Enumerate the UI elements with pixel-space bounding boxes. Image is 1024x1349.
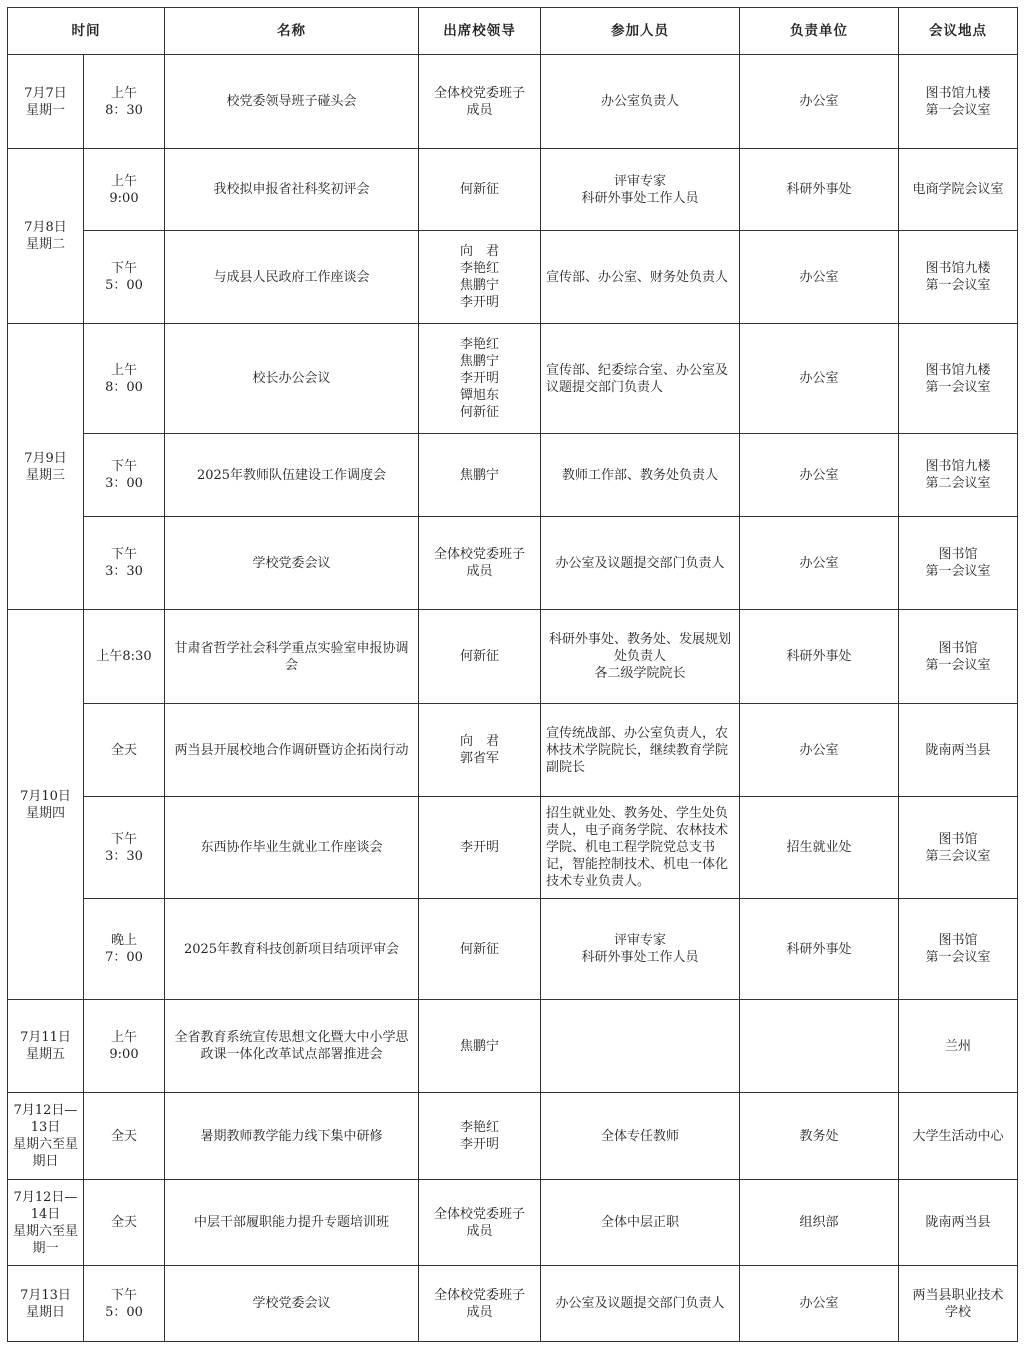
location-cell: 兰州: [899, 1000, 1018, 1093]
location-cell: 陇南两当县: [899, 704, 1018, 797]
participants-cell: 办公室及议题提交部门负责人: [541, 517, 740, 610]
leader-cell: 焦鹏宁: [419, 434, 541, 517]
table-row: [8, 434, 1018, 517]
meeting-name-cell: 我校拟申报省社科奖初评会: [165, 149, 419, 231]
date-cell: 7月10日 星期四: [8, 610, 84, 1000]
date-cell: 7月9日 星期三: [8, 324, 84, 610]
leader-cell: 李艳红 李开明: [419, 1093, 541, 1180]
leader-cell: 焦鹏宁: [419, 1000, 541, 1093]
time-cell: 下午 3：30: [84, 517, 165, 610]
table-row: [8, 899, 1018, 1000]
meeting-name-cell: 暑期教师教学能力线下集中研修: [165, 1093, 419, 1180]
table-row: [8, 324, 1018, 434]
date-cell: 7月8日 星期二: [8, 149, 84, 324]
meeting-name-cell: 东西协作毕业生就业工作座谈会: [165, 797, 419, 899]
meeting-name-cell: 2025年教育科技创新项目结项评审会: [165, 899, 419, 1000]
unit-cell: 办公室: [740, 1266, 899, 1342]
participants-cell: 全体中层正职: [541, 1180, 740, 1266]
participants-cell: 全体专任教师: [541, 1093, 740, 1180]
header-row: [8, 8, 1018, 55]
header-name: 名称: [165, 8, 419, 55]
meeting-name-cell: 两当县开展校地合作调研暨访企拓岗行动: [165, 704, 419, 797]
meeting-name-cell: 学校党委会议: [165, 1266, 419, 1342]
time-cell: 上午8:30: [84, 610, 165, 704]
time-cell: 全天: [84, 1093, 165, 1180]
unit-cell: 科研外事处: [740, 899, 899, 1000]
leader-cell: 何新征: [419, 610, 541, 704]
table-row: [8, 610, 1018, 704]
leader-cell: 向 君 郭省军: [419, 704, 541, 797]
meeting-name-cell: 甘肃省哲学社会科学重点实验室申报协调会: [165, 610, 419, 704]
date-cell: 7月12日— 13日 星期六至星 期日: [8, 1093, 84, 1180]
participants-cell: 宣传统战部、办公室负责人，农林技术学院院长，继续教育学院副院长: [541, 704, 740, 797]
table-row: [8, 797, 1018, 899]
table-row: [8, 1180, 1018, 1266]
meeting-name-cell: 校党委领导班子碰头会: [165, 55, 419, 149]
table-row: [8, 231, 1018, 324]
location-cell: 图书馆九楼 第一会议室: [899, 324, 1018, 434]
unit-cell: 教务处: [740, 1093, 899, 1180]
time-cell: 上午 8：00: [84, 324, 165, 434]
location-cell: 图书馆 第三会议室: [899, 797, 1018, 899]
unit-cell: 办公室: [740, 704, 899, 797]
participants-cell: 评审专家 科研外事处工作人员: [541, 899, 740, 1000]
table-row: [8, 704, 1018, 797]
location-cell: 图书馆 第一会议室: [899, 610, 1018, 704]
time-cell: 全天: [84, 704, 165, 797]
location-cell: 图书馆九楼 第一会议室: [899, 55, 1018, 149]
participants-cell: 宣传部、纪委综合室、办公室及议题提交部门负责人: [541, 324, 740, 434]
unit-cell: 组织部: [740, 1180, 899, 1266]
participants-cell: 科研外事处、教务处、发展规划处负责人 各二级学院院长: [541, 610, 740, 704]
table-row: [8, 1093, 1018, 1180]
table-row: [8, 149, 1018, 231]
participants-cell: 教师工作部、教务处负责人: [541, 434, 740, 517]
unit-cell: 招生就业处: [740, 797, 899, 899]
unit-cell: 办公室: [740, 324, 899, 434]
location-cell: 陇南两当县: [899, 1180, 1018, 1266]
table-row: [8, 517, 1018, 610]
header-participants: 参加人员: [541, 8, 740, 55]
header-unit: 负责单位: [740, 8, 899, 55]
time-cell: 上午 9:00: [84, 1000, 165, 1093]
location-cell: 图书馆 第一会议室: [899, 899, 1018, 1000]
participants-cell: 招生就业处、教务处、学生处负责人，电子商务学院、农林技术学院、机电工程学院党总支书记，智能控制技术、机电一体化技术专业负责人。: [541, 797, 740, 899]
participants-cell: [541, 1000, 740, 1093]
meeting-name-cell: 中层干部履职能力提升专题培训班: [165, 1180, 419, 1266]
leader-cell: 何新征: [419, 149, 541, 231]
time-cell: 全天: [84, 1180, 165, 1266]
leader-cell: 全体校党委班子 成员: [419, 55, 541, 149]
participants-cell: 评审专家 科研外事处工作人员: [541, 149, 740, 231]
meeting-schedule-table: [7, 7, 1018, 1342]
meeting-name-cell: 学校党委会议: [165, 517, 419, 610]
date-cell: 7月7日 星期一: [8, 55, 84, 149]
time-cell: 上午 8：30: [84, 55, 165, 149]
time-cell: 下午 5：00: [84, 1266, 165, 1342]
header-leader: 出席校领导: [419, 8, 541, 55]
time-cell: 下午 3：00: [84, 434, 165, 517]
location-cell: 图书馆九楼 第二会议室: [899, 434, 1018, 517]
leader-cell: 何新征: [419, 899, 541, 1000]
participants-cell: 办公室及议题提交部门负责人: [541, 1266, 740, 1342]
leader-cell: 全体校党委班子 成员: [419, 1266, 541, 1342]
time-cell: 下午 5：00: [84, 231, 165, 324]
unit-cell: 科研外事处: [740, 610, 899, 704]
location-cell: 两当县职业技术 学校: [899, 1266, 1018, 1342]
leader-cell: 全体校党委班子 成员: [419, 517, 541, 610]
unit-cell: 科研外事处: [740, 149, 899, 231]
header-time: 时间: [8, 8, 165, 55]
table-row: [8, 55, 1018, 149]
time-cell: 上午 9:00: [84, 149, 165, 231]
meeting-name-cell: 2025年教师队伍建设工作调度会: [165, 434, 419, 517]
time-cell: 下午 3：30: [84, 797, 165, 899]
unit-cell: [740, 1000, 899, 1093]
leader-cell: 李开明: [419, 797, 541, 899]
date-cell: 7月11日 星期五: [8, 1000, 84, 1093]
unit-cell: 办公室: [740, 517, 899, 610]
meeting-name-cell: 与成县人民政府工作座谈会: [165, 231, 419, 324]
leader-cell: 向 君 李艳红 焦鹏宁 李开明: [419, 231, 541, 324]
location-cell: 图书馆 第一会议室: [899, 517, 1018, 610]
meeting-name-cell: 校长办公会议: [165, 324, 419, 434]
table-row: [8, 1000, 1018, 1093]
leader-cell: 全体校党委班子 成员: [419, 1180, 541, 1266]
location-cell: 图书馆九楼 第一会议室: [899, 231, 1018, 324]
meeting-name-cell: 全省教育系统宣传思想文化暨大中小学思政课一体化改革试点部署推进会: [165, 1000, 419, 1093]
unit-cell: 办公室: [740, 231, 899, 324]
location-cell: 大学生活动中心: [899, 1093, 1018, 1180]
leader-cell: 李艳红 焦鹏宁 李开明 镡旭东 何新征: [419, 324, 541, 434]
table-row: [8, 1266, 1018, 1342]
unit-cell: 办公室: [740, 55, 899, 149]
location-cell: 电商学院会议室: [899, 149, 1018, 231]
date-cell: 7月13日 星期日: [8, 1266, 84, 1342]
time-cell: 晚上 7：00: [84, 899, 165, 1000]
participants-cell: 宣传部、办公室、财务处负责人: [541, 231, 740, 324]
unit-cell: 办公室: [740, 434, 899, 517]
participants-cell: 办公室负责人: [541, 55, 740, 149]
date-cell: 7月12日— 14日 星期六至星 期一: [8, 1180, 84, 1266]
header-location: 会议地点: [899, 8, 1018, 55]
